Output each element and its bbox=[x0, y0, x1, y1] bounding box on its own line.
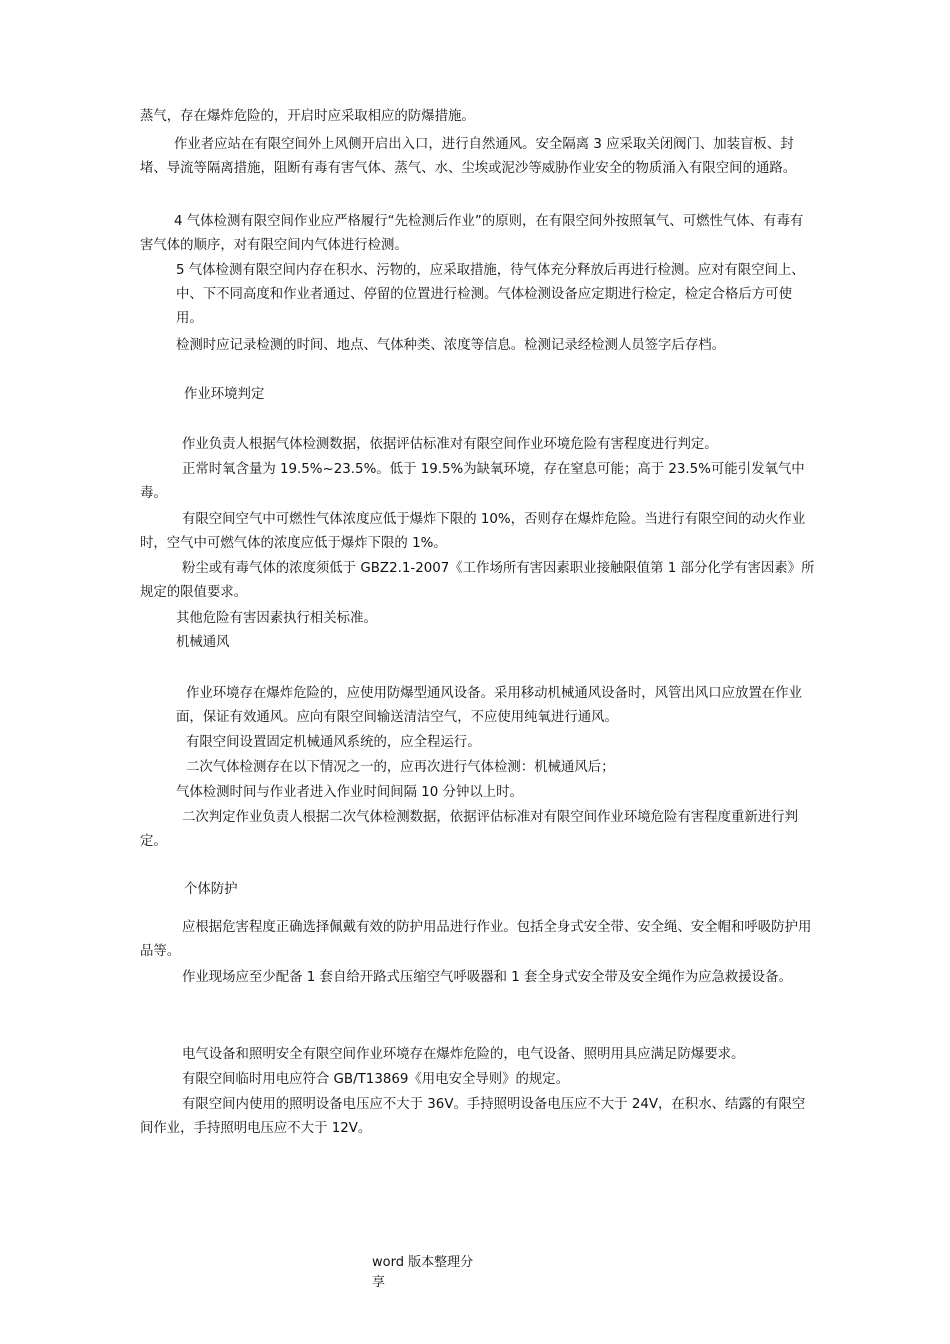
paragraph-electrical-safety: 电气设备和照明安全有限空间作业环境存在爆炸危险的，电气设备、照明用具应满足防爆要求。 bbox=[182, 1047, 745, 1062]
paragraph-gas-detection-positions: 5 气体检测有限空间内存在积水、污物的，应采取措施，待气体充分释放后再进行检测。应对有限空间上、中、下不同高度和作业者通过、停留的位置进行检测。气体检测设备应定期进行检定，检定合格后方可使用。 bbox=[176, 263, 805, 326]
paragraph-other-hazards: 其他危险有害因素执行相关标准。 bbox=[176, 611, 377, 626]
paragraph-dust-toxic-limits: 粉尘或有毒气体的浓度须低于 GBZ2.1-2007《工作场所有害因素职业接触限值第 1 部分化学有害因素》所规定的限值要求。 bbox=[140, 561, 815, 600]
paragraph-combustible-gas: 有限空间空气中可燃性气体浓度应低于爆炸下限的 10%，否则存在爆炸危险。当进行有限空间的动火作业时，空气中可燃气体的浓度应低于爆炸下限的 1%。 bbox=[140, 512, 806, 551]
paragraph-temporary-power: 有限空间临时用电应符合 GB/T13869《用电安全导则》的规定。 bbox=[182, 1072, 570, 1087]
paragraph-protective-equipment: 应根据危害程度正确选择佩戴有效的防护用品进行作业。包括全身式安全带、安全绳、安全帽和呼吸防护用品等。 bbox=[140, 920, 812, 959]
paragraph-gas-detection-principle: 4 气体检测有限空间作业应严格履行“先检测后作业”的原则，在有限空间外按照氧气、可燃性气体、有毒有害气体的顺序，对有限空间内气体进行检测。 bbox=[140, 214, 804, 253]
section-heading-environment-assessment: 作业环境判定 bbox=[184, 387, 265, 402]
section-heading-personal-protection: 个体防护 bbox=[184, 882, 238, 897]
page-footer: word 版本整理分享 bbox=[372, 1255, 474, 1290]
paragraph-emergency-equipment: 作业现场应至少配备 1 套自给开路式压缩空气呼吸器和 1 套全身式安全带及安全绳作为应急救援设备。 bbox=[182, 970, 792, 985]
paragraph-detection-interval: 气体检测时间与作业者进入作业时间间隔 10 分钟以上时。 bbox=[176, 785, 523, 800]
paragraph-explosion-measures: 蒸气，存在爆炸危险的，开启时应采取相应的防爆措施。 bbox=[140, 109, 475, 124]
paragraph-fixed-ventilation: 有限空间设置固定机械通风系统的，应全程运行。 bbox=[186, 735, 481, 750]
paragraph-natural-ventilation: 作业者应站在有限空间外上风侧开启出入口，进行自然通风。安全隔离 3 应采取关闭阀门、加装盲板、封堵、导流等隔离措施，阻断有毒有害气体、蒸气、水、尘埃或泥沙等威胁作业安全的物质涌入有限空间的通路。 bbox=[140, 137, 797, 176]
paragraph-oxygen-levels: 正常时氧含量为 19.5%~23.5%。低于 19.5%为缺氧环境，存在窒息可能；高于 23.5%可能引发氧气中毒。 bbox=[140, 462, 805, 501]
paragraph-detection-records: 检测时应记录检测的时间、地点、气体种类、浓度等信息。检测记录经检测人员签字后存档。 bbox=[176, 338, 726, 353]
section-heading-mechanical-ventilation: 机械通风 bbox=[176, 635, 230, 650]
paragraph-lighting-voltage: 有限空间内使用的照明设备电压应不大于 36V。手持照明设备电压应不大于 24V，在积水、结露的有限空间作业，手持照明电压应不大于 12V。 bbox=[140, 1097, 806, 1136]
paragraph-second-detection-conditions: 二次气体检测存在以下情况之一的，应再次进行气体检测：机械通风后； bbox=[186, 760, 615, 775]
paragraph-explosion-proof-ventilation: 作业环境存在爆炸危险的，应使用防爆型通风设备。采用移动机械通风设备时，风管出风口应放置在作业面，保证有效通风。应向有限空间输送清洁空气，不应使用纯氧进行通风。 bbox=[176, 686, 802, 725]
paragraph-second-assessment: 二次判定作业负责人根据二次气体检测数据，依据评估标准对有限空间作业环境危险有害程度重新进行判定。 bbox=[140, 810, 798, 849]
paragraph-assessment-basis: 作业负责人根据气体检测数据，依据评估标准对有限空间作业环境危险有害程度进行判定。 bbox=[182, 437, 718, 452]
